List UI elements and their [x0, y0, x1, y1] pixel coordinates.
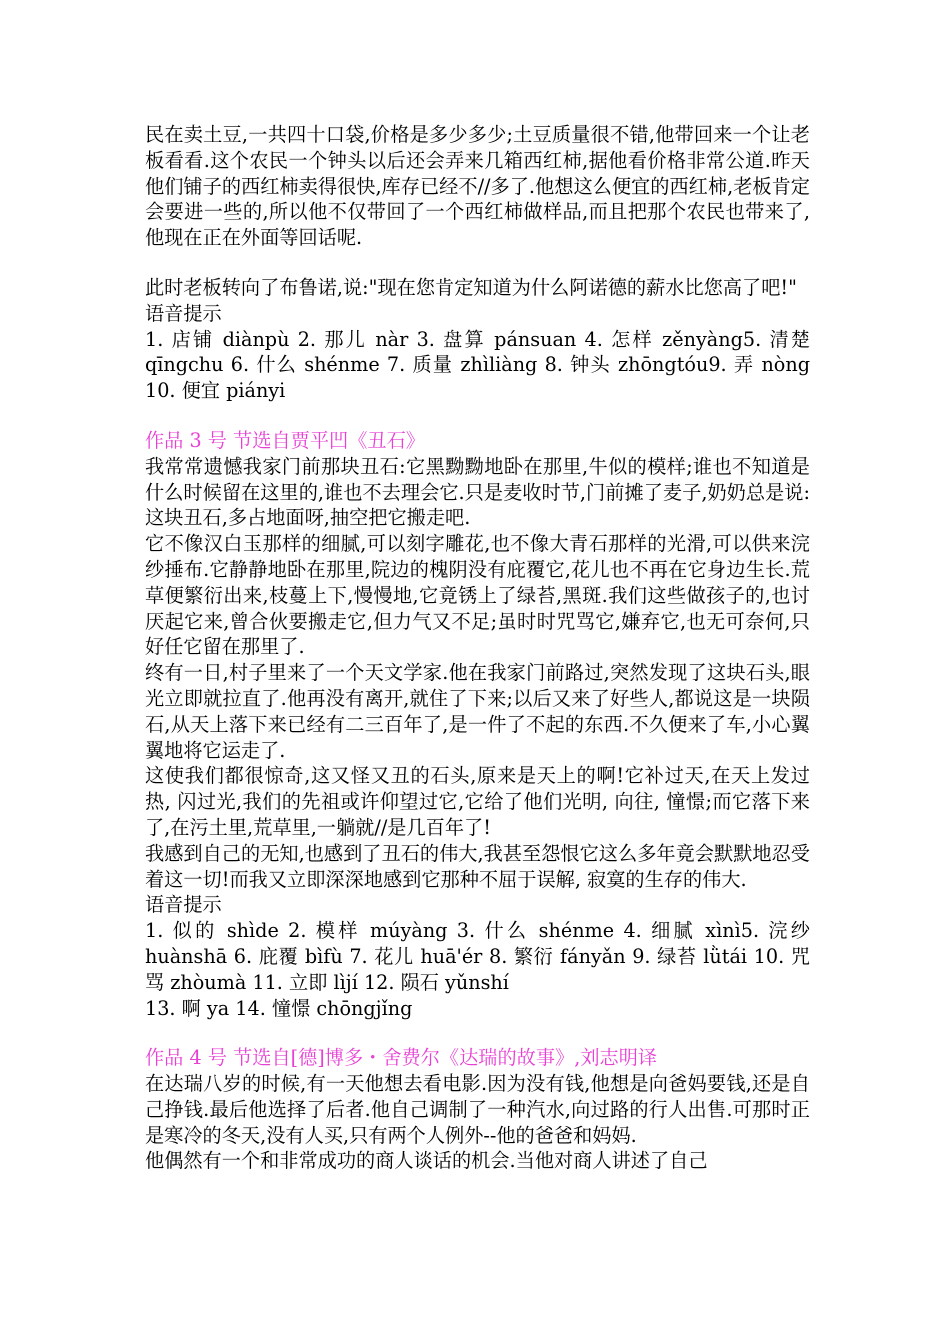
paragraph: 此时老板转向了布鲁诺,说:"现在您肯定知道为什么阿诺德的薪水比您高了吧!"	[145, 275, 797, 299]
document-body	[145, 122, 810, 1174]
paragraph: 13. 啊 ya 14. 憧憬 chōngjǐng	[145, 996, 413, 1020]
paragraph: 他偶然有一个和非常成功的商人谈话的机会.当他对商人讲述了自己	[145, 1149, 708, 1173]
paragraph: 我感到自己的无知,也感到了丑石的伟大,我甚至怨恨它这么多年竟会默默地忍受着这一切!而我又立即深深地感到它那种不屈于误解, 寂寞的生存的伟大.	[145, 841, 810, 891]
paragraph: 在达瑞八岁的时候,有一天他想去看电影.因为没有钱,他想是向爸妈要钱,还是自己挣钱.最后他选择了后者.他自己调制了一种汽水,向过路的行人出售.可那时正是寒冷的冬天,没有人买,只有两个人例外--他的爸爸和妈妈.	[145, 1072, 810, 1147]
paragraph: 终有一日,村子里来了一个天文学家.他在我家门前路过,突然发现了这块石头,眼光立即就拉直了.他再没有离开,就住了下来;以后又来了好些人,都说这是一块陨石,从天上落下来已经有二三百年了,是一件了不起的东西.不久便来了车,小心翼翼地将它运走了.	[145, 661, 810, 762]
paragraph: 语音提示	[145, 301, 222, 325]
paragraph: 我常常遗憾我家门前那块丑石:它黑黝黝地卧在那里,牛似的模样;谁也不知道是什么时候留在这里的,谁也不去理会它.只是麦收时节,门前摊了麦子,奶奶总是说:这块丑石,多占地面呀,抽空把它搬走吧.	[145, 454, 810, 530]
section-gap	[145, 404, 810, 428]
paragraph: 1. 似的 shìde 2. 模样 múyàng 3. 什么 shénme 4. 细腻 xìnì5. 浣纱 huànshā 6. 庇覆 bìfù 7. 花儿 huā'ér 8. 繁衍 fányǎn 9. 绿苔 lǜtái 10. 咒骂 zhòumà 11. 立即 lìjí 12. 陨石 yǔnshí	[145, 919, 810, 994]
section-heading: 作品 4 号 节选自[德]博多・舍费尔《达瑞的故事》,刘志明译	[145, 1046, 658, 1070]
section-gap	[145, 251, 810, 275]
paragraph: 民在卖土豆,一共四十口袋,价格是多少多少;土豆质量很不错,他带回来一个让老板看看.这个农民一个钟头以后还会弄来几箱西红柿,据他看价格非常公道.昨天他们铺子的西红柿卖得很快,库存已经不//多了.他想这么便宜的西红柿,老板肯定会要进一些的,所以他不仅带回了一个西红柿做样品,而且把那个农民也带来了,他现在正在外面等回话呢.	[145, 123, 810, 250]
section-heading: 作品 3 号 节选自贾平凹《丑石》	[145, 428, 425, 452]
paragraph: 语音提示	[145, 893, 222, 917]
section-gap	[145, 1021, 810, 1045]
paragraph: 它不像汉白玉那样的细腻,可以刻字雕花,也不像大青石那样的光滑,可以供来浣纱捶布.它静静地卧在那里,院边的槐阴没有庇覆它,花儿也不再在它身边生长.荒草便繁衍出来,枝蔓上下,慢慢地,它竟锈上了绿苔,黑斑.我们这些做孩子的,也讨厌起它来,曾合伙要搬走它,但力气又不足;虽时时咒骂它,嫌弃它,也无可奈何,只好任它留在那里了.	[145, 532, 810, 659]
paragraph: 这使我们都很惊奇,这又怪又丑的石头,原来是天上的啊!它补过天,在天上发过热, 闪过光,我们的先祖或许仰望过它,它给了他们光明, 向往, 憧憬;而它落下来了,在污土里,荒草里,一躺就//是几百年了!	[145, 764, 810, 839]
paragraph: 1. 店铺 diànpù 2. 那儿 nàr 3. 盘算 pánsuan 4. 怎样 zěnyàng5. 清楚 qīngchu 6. 什么 shénme 7. 质量 zhìliàng 8. 钟头 zhōngtóu9. 弄 nòng 10. 便宜 piányi	[145, 327, 810, 403]
